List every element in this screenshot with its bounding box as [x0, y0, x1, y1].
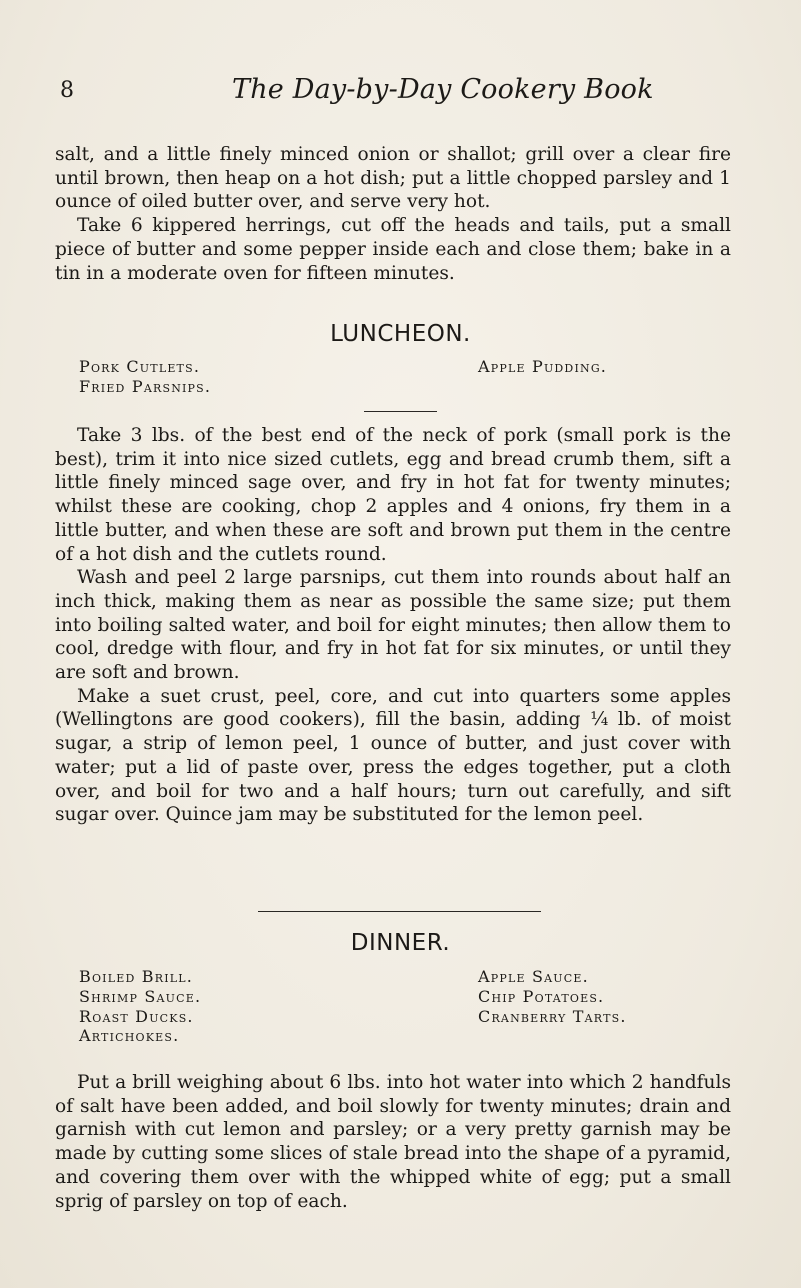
dinner-menu-right — [478, 967, 627, 1026]
dinner-heading: DINNER. — [350, 930, 451, 956]
dinner-menu-left — [79, 967, 201, 1046]
intro-paragraph-1: salt, and a little finely minced onion or shallot; grill over a clear fire until brown, then heap on a hot dish; put a little chopped parsley and 1 ounce of oiled butter over, and serve very hot. — [55, 144, 731, 213]
running-title: The Day-by-Day Cookery Book — [232, 74, 654, 105]
menu-item-apple-pudding: Apple Pudding. — [478, 357, 608, 376]
menu-item-artichokes: Artichokes. — [79, 1026, 180, 1046]
page-header — [52, 74, 752, 118]
menu-item-shrimp-sauce: Shrimp Sauce. — [79, 986, 202, 1006]
menu-item-cranberry-tarts: Cranberry Tarts. — [478, 1006, 627, 1026]
intro-text — [55, 143, 731, 285]
menu-item-roast-ducks: Roast Ducks. — [79, 1006, 194, 1026]
luncheon-paragraph-pork: Take 3 lbs. of the best end of the neck of pork (small pork is the best), trim it into nice sized cutlets, egg and bread crumb them, sift a little finely minced sage over, and fry in hot fat for twenty minutes; whilst these are cooking, chop 2 apples and 4 onions, fry them in a little butter, and when these are soft and brown put them in the centre of a hot dish and the cutlets round. — [55, 425, 731, 565]
luncheon-menu-right — [478, 357, 607, 377]
menu-item-apple-sauce: Apple Sauce. — [478, 967, 589, 986]
menu-item-pork-cutlets: Pork Cutlets. — [79, 357, 201, 376]
luncheon-paragraph-pudding: Make a suet crust, peel, core, and cut into quarters some apples (Wellingtons are good cookers), fill the basin, adding ¼ lb. of moist sugar, a strip of lemon peel, 1 ounce of butter, and just cover with water; put a lid of paste over, press the edges together, put a cloth over, and boil for two and a half hours; turn out carefully, and sift sugar over. Quince jam may be substituted for the lemon peel. — [55, 685, 731, 826]
intro-paragraph-2: Take 6 kippered herrings, cut off the heads and tails, put a small piece of butter and some pepper inside each and close them; bake in a tin in a moderate oven for fifteen minutes. — [55, 215, 731, 284]
luncheon-paragraph-parsnips: Wash and peel 2 large parsnips, cut them into rounds about half an inch thick, making them as near as possible the same size; put them into boiling salted water, and boil for eight minutes; then allow them to cool, dredge with flour, and fry in hot fat for six minutes, or until they are soft and brown. — [55, 567, 731, 684]
page-number: 8 — [60, 78, 74, 103]
menu-item-boiled-brill: Boiled Brill. — [79, 967, 194, 986]
dinner-divider — [258, 911, 541, 912]
dinner-text — [55, 1071, 731, 1213]
menu-item-chip-potatoes: Chip Potatoes. — [478, 986, 605, 1006]
dinner-paragraph-brill: Put a brill weighing about 6 lbs. into hot water into which 2 handfuls of salt have been added, and boil slowly for twenty minutes; drain and garnish with cut lemon and parsley; or a very pretty garnish may be made by cutting some slices of stale bread into the shape of a pyramid, and covering them over with the whipped white of egg; put a small sprig of parsley on top of each. — [55, 1072, 731, 1212]
luncheon-heading: LUNCHEON. — [330, 321, 471, 347]
luncheon-text — [55, 424, 731, 827]
luncheon-menu-left — [79, 357, 211, 397]
luncheon-divider — [364, 411, 437, 412]
menu-item-fried-parsnips: Fried Parsnips. — [79, 376, 212, 396]
